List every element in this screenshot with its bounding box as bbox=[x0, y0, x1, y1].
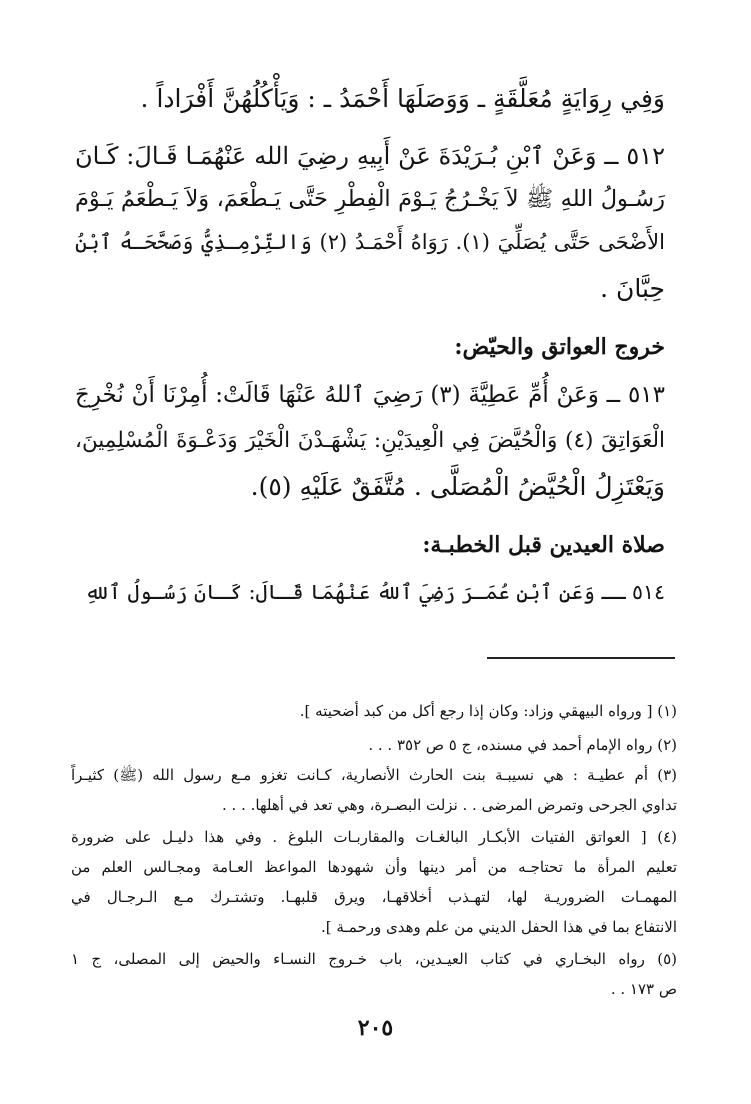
hadith-513-line-3: وَيَعْتَزِلُ الْحُيَّضُ الْمُصَلَّى . مُتَّفَقٌ عَلَيْهِ (٥). bbox=[250, 472, 665, 501]
section-heading: خروج العواتق والحيّض: bbox=[454, 334, 665, 360]
footnote-4-cont: المهمـات الضروريـة لها، لتهـذب أخلاقهـا، ويرق قلبهـا. وتشتـرك مـع الـرجـال في bbox=[71, 888, 677, 906]
hadith-513-line-2: الْعَوَاتِقَ (٤) وَالْحُيَّضَ فِي الْعِيدَيْنِ: يَشْهَـدْنَ الْخَيْرَ وَدَعْـوَةَ الْمُسْلِمِينَ، bbox=[75, 428, 665, 453]
footnote-4: (٤) [ العواتق الفتيات الأبكـار البالغـات والمقاربـات البلوغ . وفي هذا دليـل على ضرورة bbox=[71, 828, 677, 846]
footnote-2: (٢) رواه الإمام أحمد في مسنده، ج ٥ ص ٣٥٢ . . . bbox=[368, 736, 677, 754]
footnote-1: (١) [ ورواه البيهقي وزاد: وكان إذا رجع أكل من كبد أضحيته ]. bbox=[299, 702, 677, 720]
hadith-513-line-1: ٥١٣ ــ وَعَنْ أُمِّ عَطِيَّةَ (٣) رَضِيَ ٱللهُ عَنْهَا قَالَتْ: أُمِرْنَا أَنْ نُخْرِجَ bbox=[75, 382, 665, 408]
hadith-514-line-1: ٥١٤ ــ وَعَنِ ٱبْنِ عُمَـرَ رَضِيَ ٱللهُ عَنْهُمَا قَـالَ: كَـانَ رَسُـولُ ٱللهِ bbox=[84, 580, 665, 604]
footnote-separator bbox=[487, 657, 675, 659]
hadith-512-line-2: رَسُـولُ اللهِ ﷺ لاَ يَخْـرُجُ يَـوْمَ الْفِطْرِ حَتَّى يَـطْعَمَ، وَلاَ يَـطْعَمُ يَـوْمَ bbox=[75, 186, 665, 212]
footnote-3-cont: تداوي الجرحى وتمرض المرضى . . نزلت البصـرة، وهي تعد في أهلها. . . . bbox=[222, 796, 677, 814]
page-number: ٢٠٥ bbox=[357, 1015, 394, 1041]
footnote-5-cont: ص ١٧٣ . . bbox=[610, 980, 677, 998]
text-line: وَفِي رِوَايَةٍ مُعَلَّقَةٍ ـ وَوَصَلَهَا أَحْمَدُ ـ : وَيَأْكُلُهُنَّ أَفْرَاداً . bbox=[140, 84, 665, 113]
footnote-5: (٥) رواه البخـاري في كتاب العيـدين، باب خـروج النسـاء والحيض إلى المصلى، ج ١ bbox=[71, 950, 677, 968]
footnote-4-cont: الانتفاع بما في هذا الحفل الديني من علم وهدى ورحمـة ]. bbox=[320, 918, 677, 936]
section-heading: صلاة العيدين قبل الخطبـة: bbox=[422, 532, 665, 558]
footnote-3: (٣) أم عطيـة : هي نسيبـة بنت الحارث الأنصارية، كـانت تغزو مـع رسول الله (ﷺ) كثيـراً bbox=[71, 766, 677, 784]
hadith-512-line-4: حِبَّانَ . bbox=[600, 274, 665, 303]
footnote-4-cont: تعليم المرأة ما تحتاجـه من أمر دينها وأن شهودها المواعظ العـامة ومجـالس العلم من bbox=[71, 858, 677, 876]
hadith-512-line-1: ٥١٢ ــ وَعَنْ ٱبْنِ بُـرَيْدَةَ عَنْ أَبِيهِ رضِيَ الله عَنْهُمَـا قَـالَ: كَـانَ bbox=[75, 142, 665, 170]
hadith-512-line-3: الأَضْحَى حَتَّى يُصَلِّيَ (١). رَوَاهُ أَحْمَـدُ (٢) وَالتِّرْمِـذِيُّ وَصَحَّحَـهُ ٱبْنُ bbox=[75, 230, 665, 254]
